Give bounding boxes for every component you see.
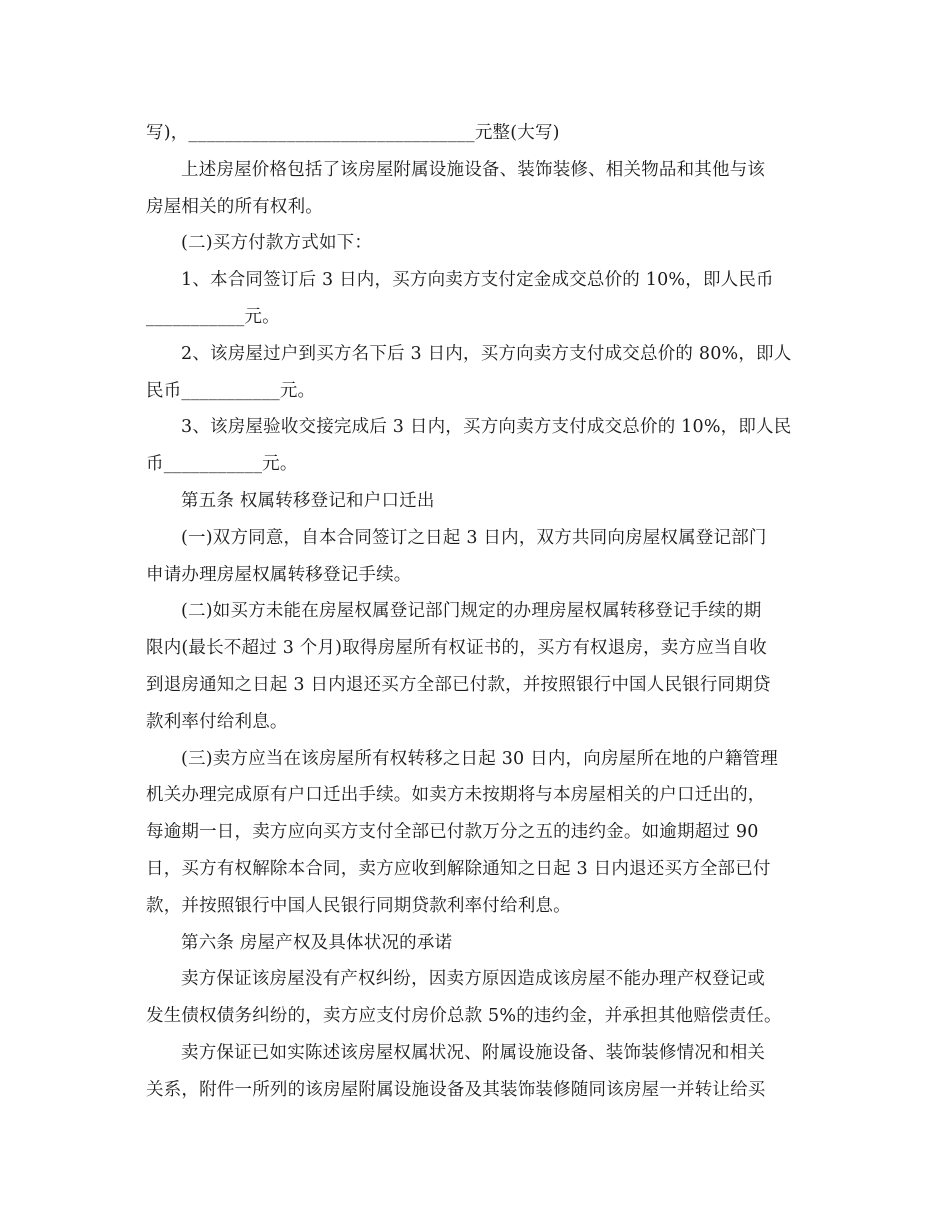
text-line: 款，并按照银行中国人民银行同期贷款利率付给利息。 [146,895,571,916]
text-line: 3、该房屋验收交接完成后 3 日内，买方向卖方支付成交总价的 10%，即人民 [181,417,792,438]
document-body [146,115,806,1109]
text-line: 到退房通知之日起 3 日内退还买方全部已付款，并按照银行中国人民银行同期贷 [146,674,771,695]
text-line: 日，买方有权解除本合同，卖方应收到解除通知之日起 3 日内退还买方全部已付 [146,858,771,879]
text-line: 每逾期一日，卖方应向买方支付全部已付款万分之五的违约金。如逾期超过 90 [146,822,759,843]
text-line: (一)双方同意，自本合同签订之日起 3 日内，双方共同向房屋权属登记部门 [181,527,767,548]
text-line: 卖方保证该房屋没有产权纠纷，因卖方原因造成该房屋不能办理产权登记或 [181,969,766,990]
text-line: 民币___________元。 [146,380,316,401]
text-line: (二)如买方未能在房屋权属登记部门规定的办理房屋权属转移登记手续的期 [181,601,762,622]
text-line: 第五条 权属转移登记和户口迁出 [181,490,435,511]
text-line: 2、该房屋过户到买方名下后 3 日内，买方向卖方支付成交总价的 80%，即人 [181,343,792,364]
text-line: 申请办理房屋权属转移登记手续。 [146,564,412,585]
text-line: 房屋相关的所有权利。 [146,196,323,217]
text-line: (二)买方付款方式如下： [181,233,373,254]
text-line: 机关办理完成原有户口迁出手续。如卖方未按期将与本房屋相关的户口迁出的， [146,785,766,806]
text-line: 发生债权债务纠纷的，卖方应支付房价总款 5%的违约金，并承担其他赔偿责任。 [146,1006,782,1027]
text-line: 关系，附件一所列的该房屋附属设施设备及其装饰装修随同该房屋一并转让给买 [146,1079,766,1100]
text-line: 币___________元。 [146,454,298,475]
text-line: 写)，________________________________元整(大写) [146,123,560,143]
text-line: 第六条 房屋产权及具体状况的承诺 [181,932,453,953]
text-line: 卖方保证已如实陈述该房屋权属状况、附属设施设备、装饰装修情况和相关 [181,1042,766,1063]
text-line: ___________元。 [146,306,280,327]
text-line: 限内(最长不超过 3 个月)取得房屋所有权证书的，买方有权退房，卖方应当自收 [146,638,768,659]
text-line: 1、本合同签订后 3 日内，买方向卖方支付定金成交总价的 10%，即人民币 [181,270,774,291]
text-line: (三)卖方应当在该房屋所有权转移之日起 30 日内，向房屋所在地的户籍管理 [181,748,778,769]
text-line: 款利率付给利息。 [146,711,288,732]
text-line: 上述房屋价格包括了该房屋附属设施设备、装饰装修、相关物品和其他与该 [181,159,766,180]
